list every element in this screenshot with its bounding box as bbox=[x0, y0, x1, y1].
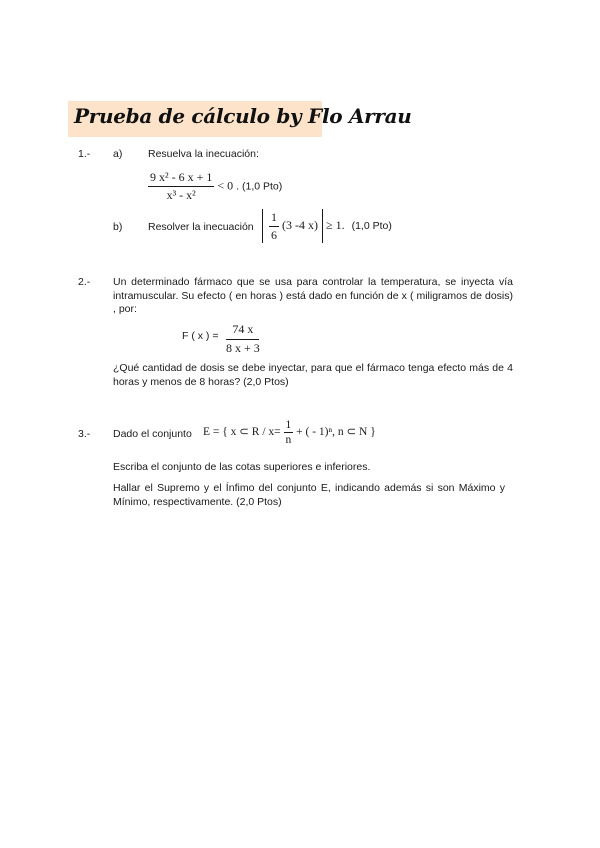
q1a-denominator: x³ - x² bbox=[166, 188, 196, 202]
q1b-text: Resolver la inecuación bbox=[148, 221, 254, 233]
q3-lead: Dado el conjunto bbox=[113, 428, 192, 440]
q1a-label: a) bbox=[113, 148, 123, 160]
q1a-fraction bbox=[148, 170, 214, 203]
q2-function-rhs bbox=[226, 322, 260, 356]
q2-numerator: 74 x bbox=[226, 322, 259, 340]
q2-question: ¿Qué cantidad de dosis se debe inyectar, para que el fármaco tenga efecto más de 4 horas y menos de 8 horas? (2,0 Ptos) bbox=[113, 362, 513, 388]
q2-function-lhs: F ( x ) = bbox=[182, 330, 219, 342]
q1a-text: Resuelva la inecuación: bbox=[148, 148, 259, 160]
q1-number: 1.- bbox=[78, 148, 91, 160]
abs-bar-left bbox=[262, 209, 263, 243]
q1b-fraction bbox=[269, 210, 279, 243]
q2-number: 2.- bbox=[78, 276, 91, 288]
q3-set bbox=[203, 419, 376, 446]
q1b-points: (1,0 Pto) bbox=[351, 219, 392, 232]
abs-bar-right bbox=[322, 209, 323, 243]
q3-set-right: + ( - 1)ⁿ, n ⊂ N } bbox=[296, 426, 376, 439]
page-title: Prueba de cálculo by Flo Arrau bbox=[74, 104, 412, 128]
q1b-label: b) bbox=[113, 221, 123, 233]
q1a-numerator: 9 x² - 6 x + 1 bbox=[148, 170, 214, 187]
q3-frac-den: n bbox=[285, 434, 292, 446]
q1b-relation: ≥ 1. bbox=[326, 217, 345, 232]
q3-instruction-2: Hallar el Supremo y el Ínfimo del conjunto E, indicando además si son Máximo y Mínimo, respectivamente. (2,0 Ptos) bbox=[113, 482, 505, 508]
q3-fraction bbox=[284, 419, 294, 446]
q2-fraction bbox=[226, 322, 260, 356]
q2-denominator: 8 x + 3 bbox=[226, 341, 260, 355]
q1a-relation: < 0 bbox=[217, 178, 234, 193]
q2-text: Un determinado fármaco que se usa para controlar la temperatura, se inyecta vía intramuscular. Su efecto ( en horas ) está dado en función de x ( miligramos de dosis) , por: bbox=[113, 276, 513, 315]
q3-number: 3.- bbox=[78, 428, 91, 440]
q3-instruction-1: Escriba el conjunto de las cotas superiores e inferiores. bbox=[113, 461, 371, 473]
q1b-frac-den: 6 bbox=[271, 227, 277, 242]
q1b-frac-num: 1 bbox=[269, 210, 279, 227]
q1b-inequality bbox=[262, 209, 392, 243]
q3-frac-num: 1 bbox=[285, 419, 292, 431]
q1b-inner: (3 -4 x) bbox=[282, 217, 318, 232]
q1a-points: . (1,0 Pto) bbox=[236, 180, 283, 193]
q3-set-left: E = { x ⊂ R / x= bbox=[203, 426, 281, 439]
q1a-inequality bbox=[148, 170, 282, 203]
